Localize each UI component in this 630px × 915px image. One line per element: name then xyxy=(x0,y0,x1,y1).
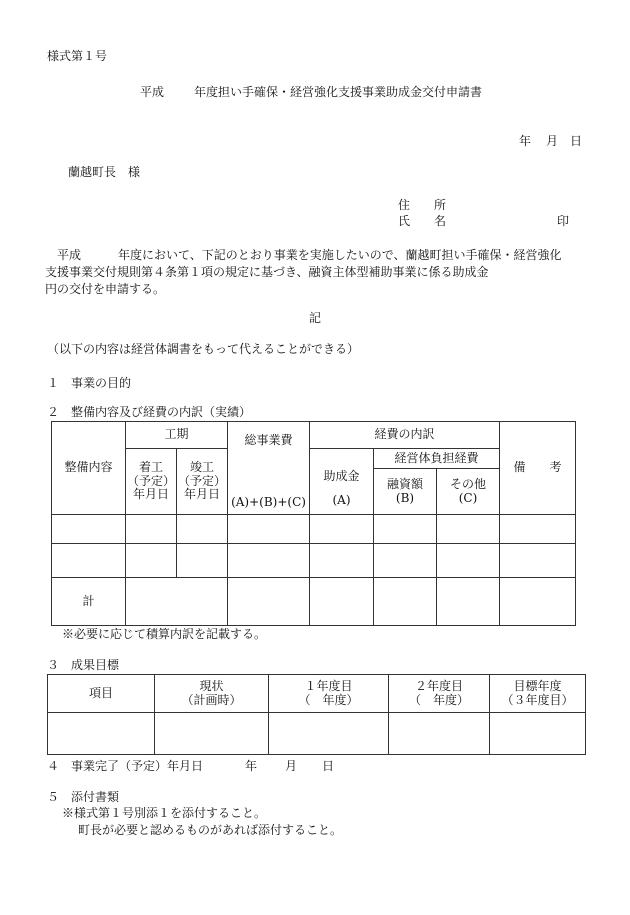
col-item-header: 項目 xyxy=(48,675,155,713)
target-table xyxy=(47,674,586,755)
table-row xyxy=(48,713,586,755)
cell[interactable] xyxy=(310,515,374,544)
cell[interactable] xyxy=(126,515,177,544)
cell[interactable] xyxy=(310,578,374,626)
col-breakdown-header: 経費の内訳 xyxy=(310,422,500,449)
col-year1-header xyxy=(269,675,389,713)
col-year1-line-1: １年度目 xyxy=(304,678,353,693)
date-year-label: 年 xyxy=(519,134,532,148)
section-2-heading: ２ 整備内容及び経費の内訳（実績） xyxy=(47,405,252,419)
cell[interactable] xyxy=(52,515,126,544)
table-row-total xyxy=(52,578,576,626)
ki-label: 記 xyxy=(309,311,322,325)
form-number: 様式第１号 xyxy=(47,49,108,63)
col-year2-line-1: ２年度目 xyxy=(414,678,463,693)
cell[interactable] xyxy=(500,578,576,626)
cell[interactable] xyxy=(48,713,155,755)
cell[interactable] xyxy=(374,515,437,544)
addressee: 蘭越町長 様 xyxy=(68,165,141,179)
col-other-code: (C) xyxy=(458,490,478,505)
col-end-line-2: （予定） xyxy=(178,473,227,488)
col-target-line-1: 目標年度 xyxy=(513,678,562,693)
note-top: （以下の内容は経営体調書をもって代えることができる） xyxy=(47,342,360,356)
col-end-line-3: 年月日 xyxy=(184,487,221,502)
cell[interactable] xyxy=(126,544,177,578)
col-start-line-3: 年月日 xyxy=(132,487,169,502)
total-label: 計 xyxy=(52,578,126,626)
title-era: 平成 xyxy=(140,85,165,99)
cell[interactable] xyxy=(490,713,586,755)
cell[interactable] xyxy=(155,713,269,755)
body-line-2: 支援事業交付規則第４条第１項の規定に基づき、融資主体型補助事業に係る助成金 xyxy=(45,265,489,279)
cell[interactable] xyxy=(500,544,576,578)
attachment-2: 町長が必要と認めるものがあれば添付すること。 xyxy=(78,823,343,837)
col-loan-label: 融資額 xyxy=(387,476,424,491)
cell[interactable] xyxy=(269,713,389,755)
col-target-line-2: （３年度目） xyxy=(501,692,574,707)
cell[interactable] xyxy=(310,544,374,578)
col-remarks-header: 備 考 xyxy=(500,422,576,515)
col-current-header xyxy=(155,675,269,713)
col-subsidy-label: 助成金 xyxy=(323,468,360,483)
col-start-line-1: 着工 xyxy=(138,459,163,474)
col-content-header: 整備内容 xyxy=(52,422,126,515)
section-4-year: 年 xyxy=(245,759,258,773)
col-total-formula: (A)+(B)+(C) xyxy=(231,495,306,510)
date-day-label: 日 xyxy=(570,134,583,148)
cell[interactable] xyxy=(177,515,228,544)
col-start-header xyxy=(126,449,177,515)
col-period-header: 工期 xyxy=(126,422,228,449)
col-subsidy-code: (A) xyxy=(332,492,351,507)
col-start-line-2: （予定） xyxy=(126,473,175,488)
table-1-note: ※必要に応じて積算内訳を記載する。 xyxy=(62,627,267,641)
table-row xyxy=(52,515,576,544)
section-4-month: 月 xyxy=(285,759,298,773)
attachment-1: ※様式第１号別添１を添付すること。 xyxy=(62,806,267,820)
section-5-heading: ５ 添付書類 xyxy=(47,790,120,804)
col-end-header xyxy=(177,449,228,515)
cell[interactable] xyxy=(52,544,126,578)
col-other-label: その他 xyxy=(450,476,487,491)
date-month-label: 月 xyxy=(546,134,559,148)
col-loan-code: (B) xyxy=(395,490,415,505)
col-loan-header xyxy=(374,469,437,515)
section-4-heading: ４ 事業完了（予定）年月日 xyxy=(47,759,204,773)
seal-label: 印 xyxy=(557,214,570,228)
cell[interactable] xyxy=(437,515,500,544)
cell[interactable] xyxy=(177,544,228,578)
expense-table xyxy=(51,421,576,626)
page-title: 年度担い手確保・経営強化支援事業助成金交付申請書 xyxy=(194,85,483,99)
section-1-heading: １ 事業の目的 xyxy=(47,376,132,390)
cell[interactable] xyxy=(374,578,437,626)
cell[interactable] xyxy=(389,713,490,755)
cell[interactable] xyxy=(126,578,228,626)
body-line-3: 円の交付を申請する。 xyxy=(45,282,166,296)
col-total-label: 総事業費 xyxy=(244,433,293,447)
cell[interactable] xyxy=(228,515,310,544)
col-subsidy-header xyxy=(310,449,374,515)
col-total-header xyxy=(228,422,310,515)
col-target-header xyxy=(490,675,586,713)
body-line-1: 年度において、下記のとおり事業を実施したいので、蘭越町担い手確保・経営強化 xyxy=(118,248,562,262)
cell[interactable] xyxy=(374,544,437,578)
col-burden-header: 経営体負担経費 xyxy=(374,449,500,469)
col-end-line-1: 竣工 xyxy=(190,459,215,474)
table-row xyxy=(52,544,576,578)
address-label: 住 所 xyxy=(398,198,447,212)
cell[interactable] xyxy=(500,515,576,544)
section-4-day: 日 xyxy=(322,759,335,773)
section-3-heading: ３ 成果目標 xyxy=(47,658,120,672)
col-year2-header xyxy=(389,675,490,713)
col-year2-line-2: （ 年度） xyxy=(408,692,469,707)
cell[interactable] xyxy=(228,544,310,578)
col-current-line-1: 現状 xyxy=(199,678,224,693)
name-label: 氏 名 xyxy=(398,214,447,228)
col-year1-line-2: （ 年度） xyxy=(298,692,359,707)
col-other-header xyxy=(437,469,500,515)
col-current-line-2: （計画時） xyxy=(181,692,242,707)
cell[interactable] xyxy=(228,578,310,626)
cell[interactable] xyxy=(437,544,500,578)
body-era: 平成 xyxy=(57,248,82,262)
cell[interactable] xyxy=(437,578,500,626)
